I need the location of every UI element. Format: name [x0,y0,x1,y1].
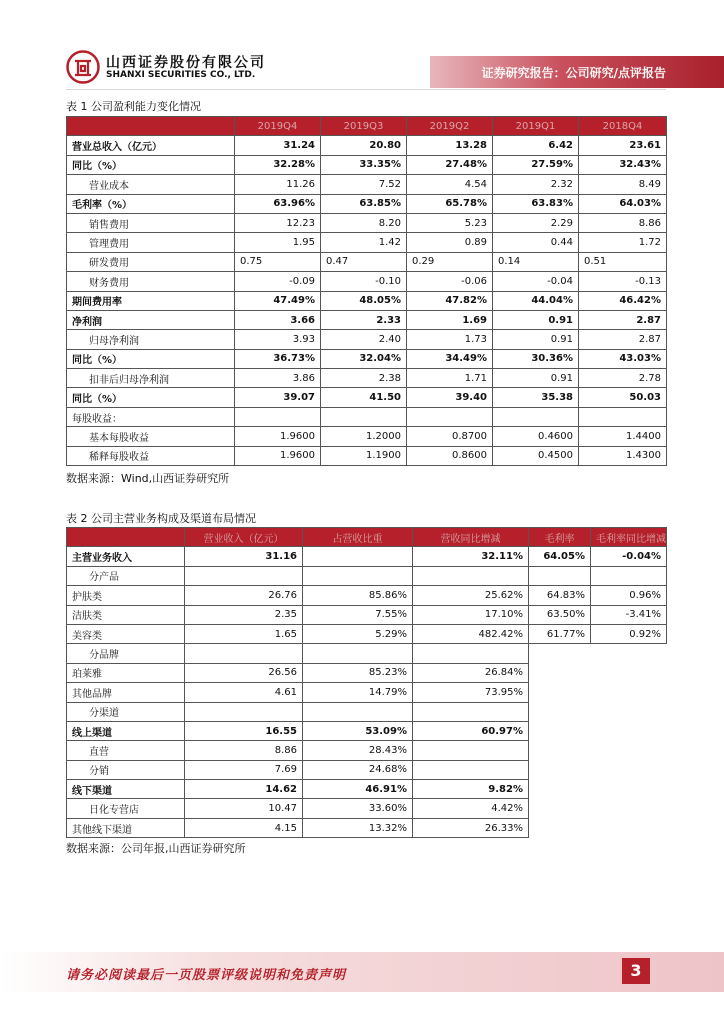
table-cell: 39.40 [407,388,493,407]
table-cell [529,566,591,585]
table-cell: 4.42% [413,799,529,818]
table-cell: 39.07 [235,388,321,407]
row-label: 基本每股收益 [67,427,235,446]
table-cell: 14.79% [303,683,413,702]
table-cell: 2.78 [579,369,667,388]
table-cell: 46.91% [303,780,413,799]
table-cell: 7.55% [303,605,413,624]
table-cell: -0.04% [591,547,667,566]
row-label: 同比（%） [67,349,235,368]
table-cell [407,407,493,426]
row-label: 管理费用 [67,233,235,252]
column-header [67,117,235,136]
page-footer [0,952,724,992]
table-cell: 31.16 [185,547,303,566]
table-row [67,291,667,310]
table-cell: 13.28 [407,136,493,155]
table-row [67,566,667,585]
table-cell: 85.86% [303,586,413,605]
table-cell: 11.26 [235,175,321,194]
column-header: 营业收入（亿元） [185,528,303,547]
group-label: 分渠道 [67,702,185,721]
empty-cell [529,799,591,818]
table-row [67,388,667,407]
table2-caption: 表 2 公司主营业务构成及渠道布局情况 [66,512,256,525]
table-cell [591,566,667,585]
table-cell: 1.4400 [579,427,667,446]
table-cell: 1.9600 [235,427,321,446]
empty-cell [529,741,591,760]
table-cell: 8.20 [321,213,407,232]
table-row [67,663,667,682]
row-label: 净利润 [67,310,235,329]
table-cell: 33.60% [303,799,413,818]
table-cell: 73.95% [413,683,529,702]
table-cell: 34.49% [407,349,493,368]
table-cell: 43.03% [579,349,667,368]
company-logo-icon [66,50,100,84]
table-cell: 53.09% [303,721,413,740]
table-cell: 7.52 [321,175,407,194]
table-cell [303,566,413,585]
table-cell: 1.42 [321,233,407,252]
table-cell: 8.86 [579,213,667,232]
table-cell [235,407,321,426]
page-number: 3 [622,958,650,984]
table-row [67,310,667,329]
profitability-table [66,116,667,466]
table-cell: 63.83% [493,194,579,213]
table-row [67,330,667,349]
table-cell [185,644,303,663]
table-cell: 17.10% [413,605,529,624]
column-header: 占营收比重 [303,528,413,547]
row-label: 日化专营店 [67,799,185,818]
table-cell: 36.73% [235,349,321,368]
table-cell: 0.44 [493,233,579,252]
table-cell: 23.61 [579,136,667,155]
table-cell: 26.33% [413,818,529,837]
table-header-row [67,117,667,136]
table-cell: 0.91 [493,369,579,388]
table-cell: 25.62% [413,586,529,605]
table-row [67,213,667,232]
table-cell: 1.2000 [321,427,407,446]
empty-cell [529,663,591,682]
column-header: 2019Q2 [407,117,493,136]
table-cell: 33.35% [321,155,407,174]
table-cell: -0.10 [321,272,407,291]
table-cell: 48.05% [321,291,407,310]
table-cell [413,644,529,663]
table-cell: -0.06 [407,272,493,291]
table-cell [185,702,303,721]
table-cell: 3.93 [235,330,321,349]
empty-cell [591,721,667,740]
table-cell [413,760,529,779]
table-cell: 0.29 [407,252,493,271]
row-label: 其他线下渠道 [67,818,185,837]
table-cell: 0.96% [591,586,667,605]
table-cell [413,566,529,585]
row-label: 线下渠道 [67,780,185,799]
table-cell: 482.42% [413,624,529,643]
row-label: 主营业务收入 [67,547,185,566]
company-name-cn: 山西证券股份有限公司 [106,55,266,71]
empty-cell [529,644,591,663]
table-row [67,644,667,663]
table-cell [303,644,413,663]
empty-cell [529,721,591,740]
column-header: 毛利率同比增减 [591,528,667,547]
row-label: 财务费用 [67,272,235,291]
business-breakdown-table [66,527,667,838]
table1-source: 数据来源：Wind,山西证券研究所 [66,472,230,485]
table-cell: 16.55 [185,721,303,740]
row-label: 直营 [67,741,185,760]
table-cell [303,702,413,721]
table-cell: 5.23 [407,213,493,232]
report-type-label: 证券研究报告：公司研究/点评报告 [481,66,666,80]
table-cell: -0.13 [579,272,667,291]
table-row [67,272,667,291]
table-row [67,780,667,799]
empty-cell [591,663,667,682]
table-cell: 32.04% [321,349,407,368]
table-row [67,175,667,194]
row-label: 美容类 [67,624,185,643]
table-cell: 63.50% [529,605,591,624]
table-cell: 47.82% [407,291,493,310]
table-row [67,252,667,271]
table-cell: 2.87 [579,310,667,329]
empty-cell [529,702,591,721]
table-cell: 3.86 [235,369,321,388]
table-cell: 1.1900 [321,446,407,465]
header-divider [66,89,666,90]
table-cell: 1.72 [579,233,667,252]
table-cell: 2.32 [493,175,579,194]
column-header: 营收同比增减 [413,528,529,547]
table-cell: 5.29% [303,624,413,643]
table-cell: 31.24 [235,136,321,155]
page-header [0,0,724,92]
table-cell: 14.62 [185,780,303,799]
table-cell [185,566,303,585]
table-cell: 46.42% [579,291,667,310]
table-cell [579,407,667,426]
row-label: 归母净利润 [67,330,235,349]
table-cell: 30.36% [493,349,579,368]
table-cell: 2.29 [493,213,579,232]
table-cell: 28.43% [303,741,413,760]
table-cell: 41.50 [321,388,407,407]
table-cell: 0.4500 [493,446,579,465]
table-row [67,624,667,643]
empty-cell [529,683,591,702]
table-cell [493,407,579,426]
table-row [67,349,667,368]
table-row [67,605,667,624]
table-cell: 1.73 [407,330,493,349]
table-cell: 0.4600 [493,427,579,446]
table-cell: 2.35 [185,605,303,624]
row-label: 稀释每股收益 [67,446,235,465]
table-cell: 2.33 [321,310,407,329]
table-cell: 44.04% [493,291,579,310]
group-label: 分品牌 [67,644,185,663]
table-cell: 64.83% [529,586,591,605]
row-label: 洁肤类 [67,605,185,624]
table-cell: 10.47 [185,799,303,818]
row-label: 销售费用 [67,213,235,232]
table-cell: 27.59% [493,155,579,174]
table-cell: 61.77% [529,624,591,643]
table-cell: 20.80 [321,136,407,155]
table-row [67,683,667,702]
table-row [67,407,667,426]
empty-cell [591,741,667,760]
table-cell: 64.05% [529,547,591,566]
table-row [67,702,667,721]
report-type-banner [430,56,724,88]
empty-cell [591,644,667,663]
table-cell: 26.76 [185,586,303,605]
table-cell: 3.66 [235,310,321,329]
table-row [67,194,667,213]
table-row [67,741,667,760]
table-header-row [67,528,667,547]
table-cell: 0.91 [493,330,579,349]
row-label: 同比（%） [67,388,235,407]
table-cell: 35.38 [493,388,579,407]
table-row [67,799,667,818]
table-cell: 65.78% [407,194,493,213]
table1-caption: 表 1 公司盈利能力变化情况 [66,100,201,113]
table-cell: 0.75 [235,252,321,271]
group-label: 分产品 [67,566,185,585]
table-cell: 26.84% [413,663,529,682]
table-row [67,446,667,465]
table-row [67,233,667,252]
disclaimer-text: 请务必阅读最后一页股票评级说明和免责声明 [66,968,347,983]
table-cell: 0.14 [493,252,579,271]
empty-cell [529,818,591,837]
table-cell: 1.9600 [235,446,321,465]
table-row [67,136,667,155]
table-cell: 0.91 [493,310,579,329]
table-cell: 9.82% [413,780,529,799]
empty-cell [591,780,667,799]
table-cell: 0.89 [407,233,493,252]
table-cell: 63.96% [235,194,321,213]
table-cell: 4.15 [185,818,303,837]
table-row [67,369,667,388]
table-cell: 12.23 [235,213,321,232]
company-name-en: SHANXI SECURITIES CO., LTD. [106,70,256,80]
column-header: 2019Q1 [493,117,579,136]
table-cell: 8.86 [185,741,303,760]
table-cell [303,547,413,566]
table-cell: 47.49% [235,291,321,310]
row-label: 护肤类 [67,586,185,605]
table-cell [413,702,529,721]
table-cell: 32.28% [235,155,321,174]
empty-cell [591,818,667,837]
row-label: 扣非后归母净利润 [67,369,235,388]
row-label: 同比（%） [67,155,235,174]
table-cell [321,407,407,426]
row-label: 营业成本 [67,175,235,194]
empty-cell [591,760,667,779]
table-cell: 85.23% [303,663,413,682]
table-cell: 1.65 [185,624,303,643]
column-header: 2019Q3 [321,117,407,136]
row-label: 分销 [67,760,185,779]
table-cell: 27.48% [407,155,493,174]
table-cell: 8.49 [579,175,667,194]
empty-cell [529,780,591,799]
table-cell: 4.61 [185,683,303,702]
table-cell: 2.38 [321,369,407,388]
table-cell: -0.04 [493,272,579,291]
row-label: 毛利率（%） [67,194,235,213]
table-cell: 63.85% [321,194,407,213]
table-row [67,547,667,566]
table-cell: 64.03% [579,194,667,213]
table-cell: 6.42 [493,136,579,155]
table2-source: 数据来源：公司年报,山西证券研究所 [66,842,246,855]
table-cell: -3.41% [591,605,667,624]
table-row [67,818,667,837]
table-row [67,586,667,605]
row-label: 珀莱雅 [67,663,185,682]
table-cell: 2.40 [321,330,407,349]
table-cell: 24.68% [303,760,413,779]
table-cell: 0.8600 [407,446,493,465]
table-cell: 1.95 [235,233,321,252]
row-label: 线上渠道 [67,721,185,740]
empty-cell [591,683,667,702]
table-row [67,155,667,174]
table-cell: 0.92% [591,624,667,643]
column-header: 毛利率 [529,528,591,547]
row-label: 其他品牌 [67,683,185,702]
table-cell: 7.69 [185,760,303,779]
column-header [67,528,185,547]
table-cell: 26.56 [185,663,303,682]
row-label: 营业总收入（亿元） [67,136,235,155]
table-cell: 0.47 [321,252,407,271]
table-row [67,427,667,446]
table-cell: 2.87 [579,330,667,349]
table-row [67,760,667,779]
row-label: 研发费用 [67,252,235,271]
column-header: 2018Q4 [579,117,667,136]
table-cell: 4.54 [407,175,493,194]
empty-cell [591,799,667,818]
column-header: 2019Q4 [235,117,321,136]
table-cell: 1.69 [407,310,493,329]
row-label: 每股收益： [67,407,235,426]
empty-cell [591,702,667,721]
row-label: 期间费用率 [67,291,235,310]
table-cell: 50.03 [579,388,667,407]
table-cell: 13.32% [303,818,413,837]
table-cell: 1.71 [407,369,493,388]
table-row [67,721,667,740]
table-cell: 1.4300 [579,446,667,465]
empty-cell [529,760,591,779]
table-cell: 0.51 [579,252,667,271]
table-cell: 32.43% [579,155,667,174]
table-cell: 32.11% [413,547,529,566]
table-cell [413,741,529,760]
table-cell: 0.8700 [407,427,493,446]
table-cell: -0.09 [235,272,321,291]
table-cell: 60.97% [413,721,529,740]
